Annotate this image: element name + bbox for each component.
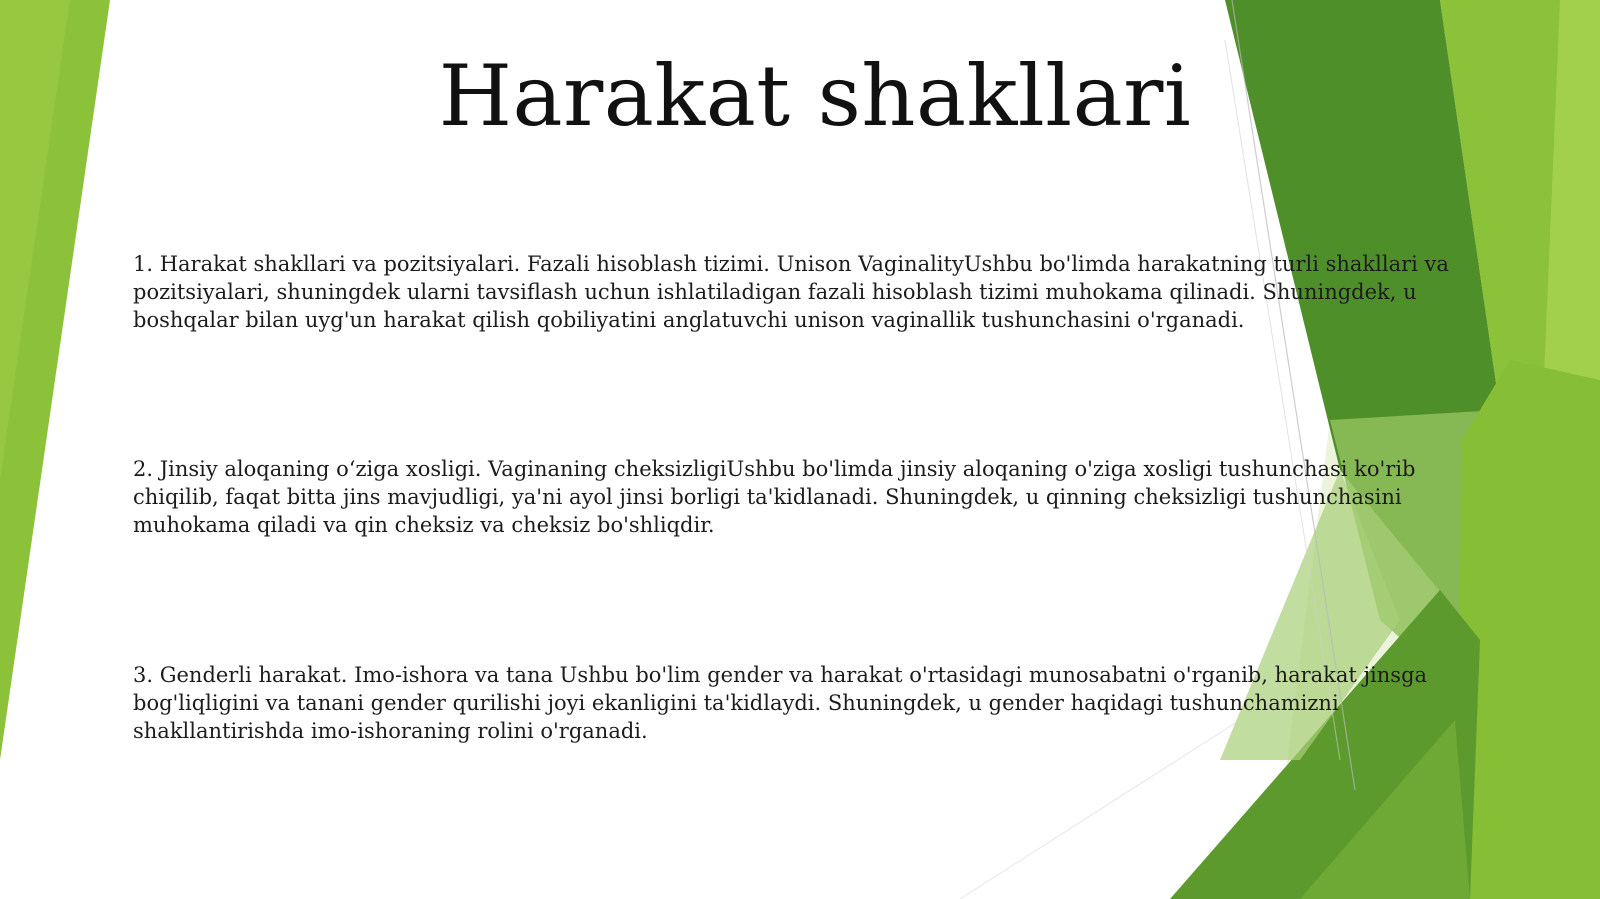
paragraph-3: 3. Genderli harakat. Imo-ishora va tana Ushbu bo'lim gender va harakat o'rtasidagi munosabatni o'rganib, harakat jinsga bog'liqligini va tanani gender qurilishi joyi ekanligini ta'kidlaydi. Shuningdek, u gender haqidagi tushunchamizni shakllantirishda imo-ishoraning rolini o'rganadi. <box>133 663 1428 743</box>
paragraph-1: 1. Harakat shakllari va pozitsiyalari. Fazali hisoblash tizimi. Unison VaginalityUshbu bo'limda harakatning turli shakllari va pozitsiyalari, shuningdek ularni tavsiflash uchun ishlatiladigan fazali hisoblash tizimi muhokama qilinadi. Shuningdek, u boshqalar bilan uyg'un harakat qilish qobiliyatini anglatuvchi unison vaginallik tushunchasini o'rganadi. <box>133 252 1449 332</box>
slide-title: Harakat shakllari <box>438 47 1192 145</box>
right-vertical-accent <box>1455 360 1600 899</box>
paragraph-2: 2. Jinsiy aloqaning o‘ziga xosligi. Vaginaning cheksizligiUshbu bo'limda jinsiy aloqaning o'ziga xosligi tushunchasi ko'rib chiqilib, faqat bitta jins mavjudligi, ya'ni ayol jinsi borligi ta'kidlanadi. Shuningdek, u qinning cheksizligi tushunchasini muhokama qiladi va qin cheksiz va cheksiz bo'shliqdir. <box>133 457 1416 537</box>
